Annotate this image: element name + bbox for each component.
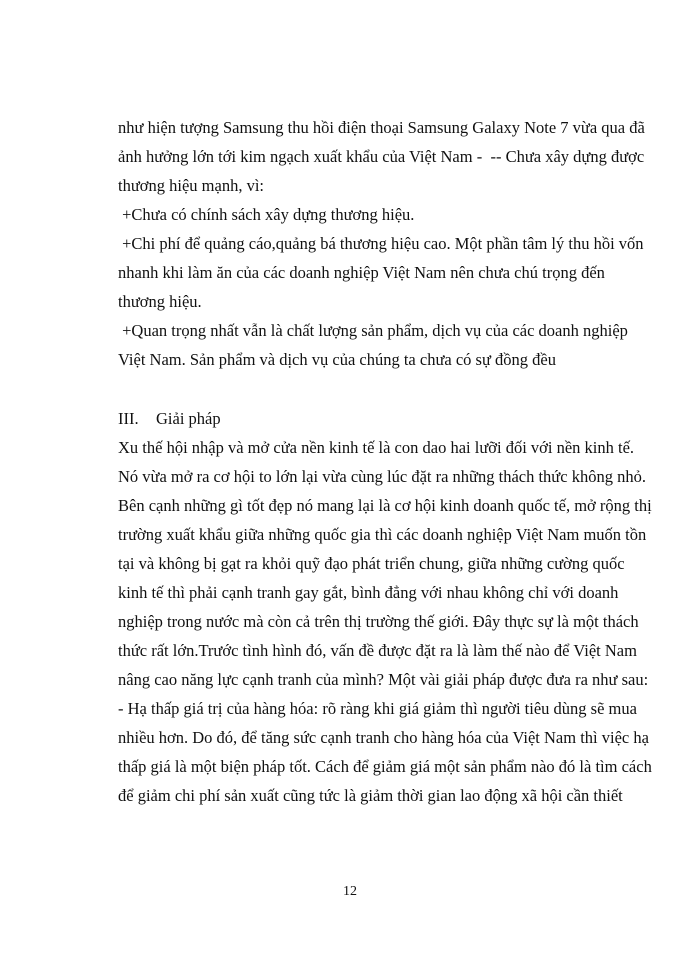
bullet-line: +Chưa có chính sách xây dựng thương hiệu.: [118, 205, 415, 224]
section-title: Giải pháp: [156, 409, 221, 428]
page-number: 12: [343, 884, 357, 899]
text-line: thương hiệu.: [118, 292, 202, 311]
text-line: nhiều hơn. Do đó, để tăng sức cạnh tranh cho hàng hóa của Việt Nam thì việc hạ: [118, 728, 649, 747]
bullet-line: +Quan trọng nhất vẫn là chất lượng sản phẩm, dịch vụ của các doanh nghiệp: [118, 321, 628, 340]
text-line: Xu thế hội nhập và mở cửa nền kinh tế là con dao hai lưỡi đối với nền kinh tế.: [118, 438, 635, 457]
text-line: trường xuất khẩu giữa những quốc gia thì các doanh nghiệp Việt Nam muốn tồn: [118, 525, 647, 544]
text-line: nâng cao năng lực cạnh tranh của mình? Một vài giải pháp được đưa ra như sau:: [118, 670, 649, 689]
bullet-line: +Chi phí để quảng cáo,quảng bá thương hiệu cao. Một phần tâm lý thu hồi vốn: [118, 234, 644, 253]
text-line: để giảm chi phí sản xuất cũng tức là giảm thời gian lao động xã hội cần thiết: [118, 786, 623, 805]
text-line: nghiệp trong nước mà còn cả trên thị trường thế giới. Đây thực sự là một thách: [118, 612, 639, 631]
text-line: Việt Nam. Sản phẩm và dịch vụ của chúng ta chưa có sự đồng đều: [118, 350, 556, 369]
section-number: III.: [118, 409, 139, 428]
text-line: Nó vừa mở ra cơ hội to lớn lại vừa cùng lúc đặt ra những thách thức không nhỏ.: [118, 467, 646, 486]
text-line: tại và không bị gạt ra khỏi quỹ đạo phát triển chung, giữa những cường quốc: [118, 554, 625, 573]
text-line: ảnh hưởng lớn tới kim ngạch xuất khẩu của Việt Nam - -- Chưa xây dựng được: [118, 147, 645, 166]
text-line: kinh tế thì phải cạnh tranh gay gắt, bình đẳng với nhau không chỉ với doanh: [118, 583, 619, 602]
text-line: nhanh khi làm ăn của các doanh nghiệp Việt Nam nên chưa chú trọng đến: [118, 263, 605, 282]
text-line: như hiện tượng Samsung thu hồi điện thoại Samsung Galaxy Note 7 vừa qua đã: [118, 118, 645, 137]
text-line: thấp giá là một biện pháp tốt. Cách để giảm giá một sản phẩm nào đó là tìm cách: [118, 757, 652, 776]
text-line: Bên cạnh những gì tốt đẹp nó mang lại là cơ hội kinh doanh quốc tế, mở rộng thị: [118, 496, 652, 515]
text-line: thức rất lớn.Trước tình hình đó, vấn đề được đặt ra là làm thế nào để Việt Nam: [118, 641, 637, 660]
text-line: - Hạ thấp giá trị của hàng hóa: rõ ràng khi giá giảm thì người tiêu dùng sẽ mua: [118, 699, 637, 718]
text-line: thương hiệu mạnh, vì:: [118, 176, 264, 195]
